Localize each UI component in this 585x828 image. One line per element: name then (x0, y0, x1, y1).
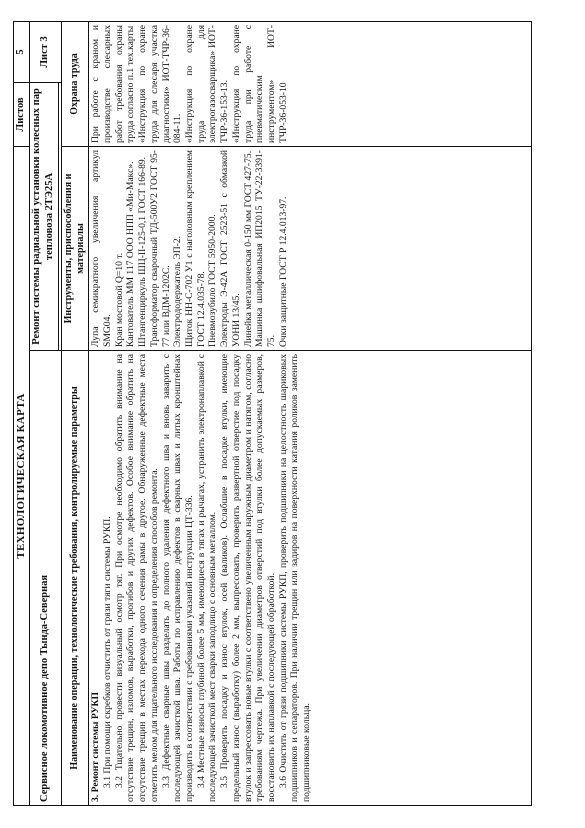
tool-item: Кран мостовой Q=10 т. (113, 252, 125, 347)
tool-item: Штангенциркуль ШЦ-II-125-0,1 ГОСТ 166-89. (137, 156, 149, 347)
tool-item: Электрододержатель ЭП-2. (172, 235, 184, 347)
col-operations-header: Наименование операции, технологические требования, контролируемые параметры (62, 351, 89, 806)
header-row-1 (14, 22, 30, 806)
tools-cell (89, 147, 532, 351)
operation-step: 3.6 Очистить от грязи подшипники системы РУКП, проверить подшипники на целостность шариковых подшипников и сепараторов. При наличии трещин или задиров на поверхности катания роликов заменить подшипниковые кольца. (277, 354, 313, 802)
tool-item: Линейка металлическая 0-150 мм ГОСТ 427-75. (242, 150, 254, 347)
work-title-text: Ремонт системы радиальной установки колесных пар тепловоза 2ТЭ25А (31, 88, 56, 345)
tool-item: Очки защитные ГОСТ Р 12.4.013-97. (277, 196, 289, 347)
safety-cell (89, 22, 532, 147)
operation-step: 3.4 Местные износы глубиной более 5 мм, имеющиеся в тягах и рычагах, устранить электронаплавкой с последующей зачисткой мест сварки заподлицо с основным металлом. (195, 354, 219, 802)
tech-card-sheet (13, 22, 573, 806)
tool-item: Пневмозубило ГОСТ 5950-2000. (207, 214, 219, 347)
column-header-row (62, 22, 89, 806)
tool-item: Кантователь ММ 117 ООО НПП «Ми-Макс». (125, 161, 137, 347)
content-row (89, 22, 532, 806)
work-title (30, 83, 59, 351)
col-tools-header: Инструменты, приспособления и материалы (62, 147, 89, 351)
sheet-number: Лист 3 (30, 22, 62, 83)
operation-step: 3.5 Проверить посадку и износ втулок, осей (валиков). Ослабшие в посадке втулки, имеющие предельный износ (выработку) более 2 мм, выпрессовать, проверить развертной отверстие под посадку втулок и запрессовать новые втулки с соответствено увеличенным наружным диаметром и натягом, согласно требованиям чертежа. При увеличении диаметров отверстий под втулки более допускаемых размеров, восстановить их наплавкой с последующей обработкой. (219, 354, 277, 802)
operation-step: 3.2 Тщательно провести визуальный осмотр тяг. При осмотре необходимо обратить внимание на отсутствие трещин, изломов, выработки, прогибов и других дефектов. Особое внимание обратить на отсутствие трещин в местах перехода одного сечения рамы в другое. Обнаруженные дефектные места отметить мелом для тщательного исследования и определения способов ремонта. (113, 354, 160, 802)
operation-step: 3.3 Дефектные сварные швы разделать до полного удаления дефектного шва и вновь заварить с последующей зачисткой шва. Работы по исправлению дефектов в сварных швах и литых кронштейнах производить в соответствии с требованиями указаний инструкции ЦТ-336. (160, 354, 195, 802)
tool-item: Машинка шлифовальная ИП2015 ТУ-22-3391-75. (254, 150, 277, 347)
depot-name-text: Сервисное локомотивное депо Тында-Северная (39, 574, 51, 802)
safety-item: При работе с краном и производстве слесарных работ требования охраны труда согласно п.1 тех.карты (90, 25, 137, 143)
doc-title: ТЕХНОЛОГИЧЕСКАЯ КАРТА (14, 147, 30, 806)
safety-item: «Инструкция по охране труда для электрогазосварщика» ИОТ-ТЧР-36-153-13. (184, 25, 231, 143)
safety-item: «Инструкция по охране труда для слесаря участка диагностики» ИОТ-ТЧР-36-084-11. (137, 25, 184, 143)
tool-item: Электроды Э-42А ГОСТ 2523-51 с обмазкой УОНИ 13/45. (219, 150, 242, 347)
safety-item: «Инструкция по охране труда при работе с пневматическим инструментом» ИОТ-ТЧР-36-053-10 (230, 25, 289, 143)
operation-step: 3.1 При помощи скребков отчистить от грязи тяги системы РУКП. (102, 516, 114, 788)
tool-item: Щиток НН-С-702 У1 с наголовным креплением ГОСТ 12.4.035-78. (184, 150, 207, 347)
tool-item: Трансформатор сварочный ТД-500У2 ГОСТ 95-77 или ВДМ-1202С. (148, 150, 172, 347)
sheets-count: 5 (14, 22, 30, 83)
operations-cell (89, 351, 532, 806)
sheets-label: Листов (14, 83, 30, 147)
tool-item: Лупа семикратного увеличения артикул SMG04. (90, 150, 114, 347)
tech-card-table (13, 21, 532, 806)
header-row-2 (30, 22, 59, 806)
col-safety-header: Охрана труда (62, 22, 89, 147)
depot-name (30, 351, 62, 806)
operation-section-title: 3. Ремонт системы РУКП (90, 692, 102, 802)
